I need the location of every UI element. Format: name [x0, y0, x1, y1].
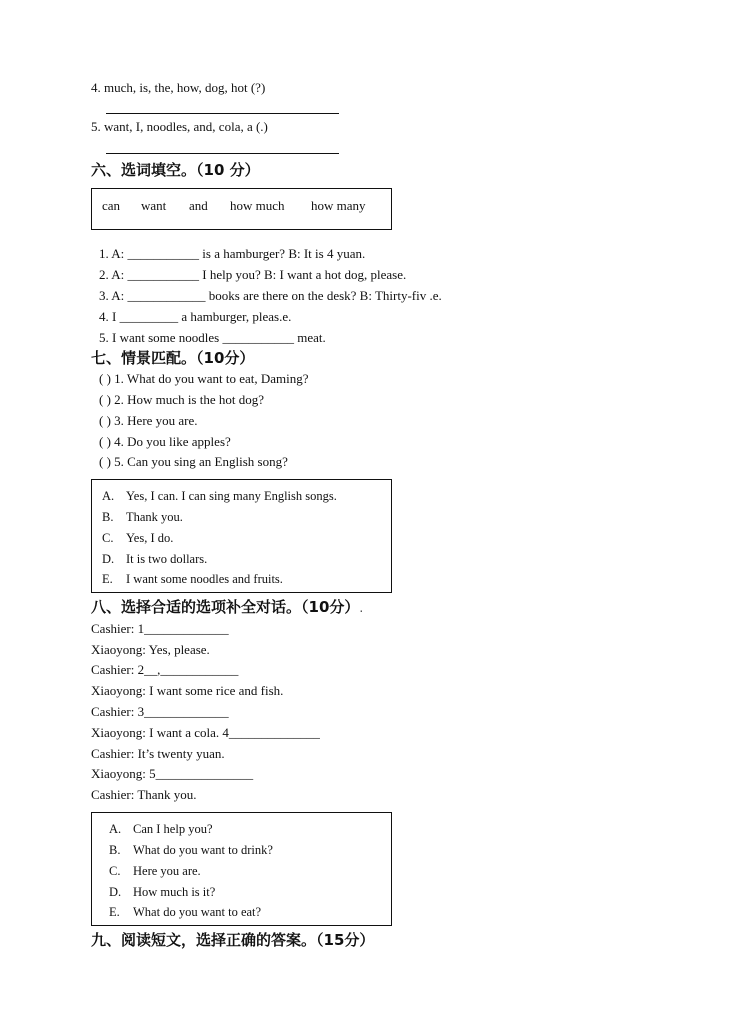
option-text: What do you want to eat? — [133, 905, 262, 919]
option-letter: C. — [102, 531, 114, 545]
dialogue-line-6: Xiaoyong: I want a cola. 4______________ — [91, 725, 320, 740]
option-text: How much is it? — [133, 885, 216, 899]
dialogue-line-9: Cashier: Thank you. — [91, 787, 197, 802]
option-letter: E. — [102, 572, 113, 586]
word-bank-word: how much — [230, 198, 285, 213]
option-letter: C. — [109, 864, 121, 878]
word-bank-word: can — [102, 198, 121, 213]
section-8-title-text: 八、选择合适的选项补全对话。（10分） — [91, 598, 360, 616]
option-letter: B. — [109, 843, 121, 857]
answer-line-5-5[interactable] — [106, 153, 339, 154]
dialogue-line-1: Cashier: 1_____________ — [91, 621, 229, 636]
word-bank-word: how many — [311, 198, 366, 213]
option-text: What do you want to drink? — [133, 843, 273, 857]
option-text: It is two dollars. — [126, 552, 208, 566]
dialogue-line-3: Cashier: 2__,____________ — [91, 662, 239, 677]
option-text: Thank you. — [126, 510, 183, 524]
answer-line-5-4[interactable] — [106, 113, 339, 114]
option-letter: A. — [109, 822, 122, 836]
dialogue-line-8: Xiaoyong: 5_______________ — [91, 766, 254, 781]
section-8-title — [91, 598, 363, 617]
option-text: Here you are. — [133, 864, 201, 878]
option-text: Yes, I can. I can sing many English songs. — [126, 489, 337, 503]
option-letter: E. — [109, 905, 120, 919]
option-text: Yes, I do. — [126, 531, 174, 545]
fill-question-4: 4. I _________ a hamburger, pleas.e. — [99, 309, 292, 324]
question-5-4: 4. much, is, the, how, dog, hot (?) — [91, 80, 266, 95]
option-letter: D. — [109, 885, 122, 899]
fill-question-1: 1. A: ___________ is a hamburger? B: It is 4 yuan. — [99, 246, 366, 261]
match-options-box — [91, 479, 392, 593]
word-bank-word: want — [141, 198, 167, 213]
option-letter: A. — [102, 489, 115, 503]
match-item-4: ( ) 4. Do you like apples? — [99, 434, 231, 449]
fill-question-3: 3. A: ____________ books are there on the desk? B: Thirty-fiv .e. — [99, 288, 442, 303]
option-letter: D. — [102, 552, 115, 566]
word-bank-box — [91, 188, 392, 230]
dialogue-line-4: Xiaoyong: I want some rice and fish. — [91, 683, 284, 698]
dialogue-line-7: Cashier: It’s twenty yuan. — [91, 746, 225, 761]
fill-question-5: 5. I want some noodles ___________ meat. — [99, 330, 326, 345]
word-bank-word: and — [189, 198, 208, 213]
dialogue-options-box — [91, 812, 392, 926]
section-9-title: 九、阅读短文，选择正确的答案。（15分） — [91, 931, 375, 949]
section-6-title: 六、选词填空。（10 分） — [91, 161, 260, 179]
fill-question-2: 2. A: ___________ I help you? B: I want a hot dog, please. — [99, 267, 407, 282]
dialogue-line-5: Cashier: 3_____________ — [91, 704, 229, 719]
section-7-title: 七、情景匹配。（10分） — [91, 349, 255, 367]
option-letter: B. — [102, 510, 114, 524]
match-item-3: ( ) 3. Here you are. — [99, 413, 198, 428]
match-item-2: ( ) 2. How much is the hot dog? — [99, 392, 265, 407]
match-item-1: ( ) 1. What do you want to eat, Daming? — [99, 371, 309, 386]
option-text: I want some noodles and fruits. — [126, 572, 283, 586]
section-8-title-dot: . — [359, 601, 364, 615]
question-5-5: 5. want, I, noodles, and, cola, a (.) — [91, 119, 268, 134]
dialogue-line-2: Xiaoyong: Yes, please. — [91, 642, 210, 657]
option-text: Can I help you? — [133, 822, 213, 836]
match-item-5: ( ) 5. Can you sing an English song? — [99, 454, 288, 469]
